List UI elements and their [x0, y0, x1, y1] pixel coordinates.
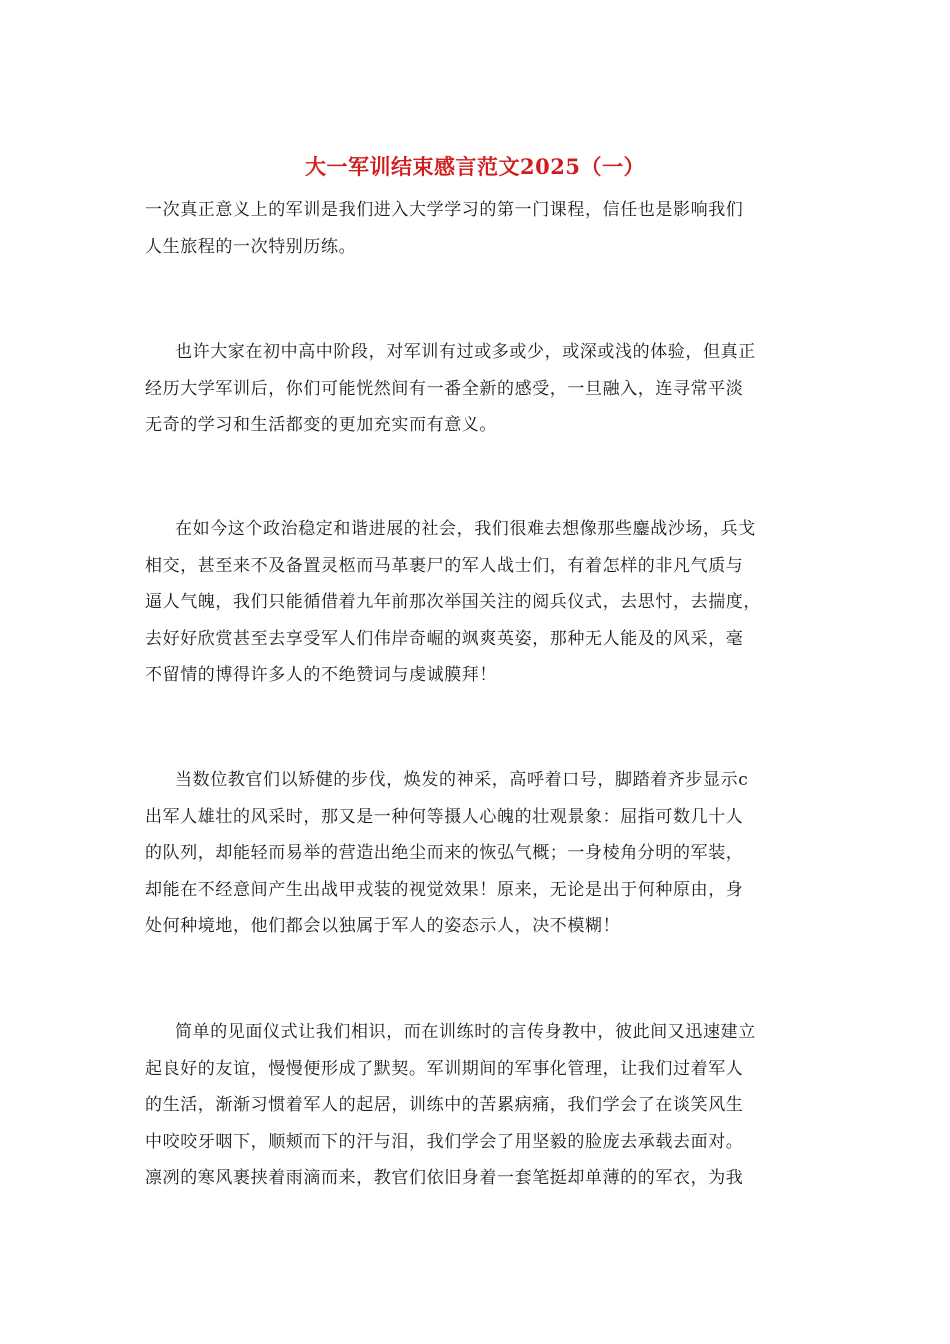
- paragraph-line: 起良好的友谊，慢慢便形成了默契。军训期间的军事化管理，让我们过着军人: [145, 1058, 744, 1079]
- paragraph-line: 不留情的博得许多人的不绝赞词与虔诚膜拜！: [145, 665, 497, 685]
- paragraph: [145, 762, 805, 945]
- document-title: 大一军训结束感言范文2025（一）: [305, 154, 645, 179]
- paragraph: [145, 511, 805, 694]
- paragraph: [145, 1014, 805, 1197]
- paragraph: [145, 192, 805, 265]
- paragraph-line: 一次真正意义上的军训是我们进入大学学习的第一门课程，信任也是影响我们: [145, 200, 744, 220]
- paragraph-line: 在如今这个政治稳定和谐进展的社会，我们很难去想像那些鏖战沙场，兵戈: [175, 519, 756, 539]
- paragraph-line: 人生旅程的一次特别历练。: [145, 236, 357, 257]
- paragraph-line: 却能在不经意间产生出战甲戎装的视觉效果！原来，无论是出于何种原由，身: [145, 879, 744, 900]
- paragraph-line: 出军人雄壮的风采时，那又是一种何等摄人心魄的壮观景象：屈指可数几十人: [145, 806, 744, 827]
- paragraph-line: 凛冽的寒风裹挟着雨滴而来，教官们依旧身着一套笔挺却单薄的的军衣，为我: [145, 1168, 744, 1188]
- paragraph-line: 无奇的学习和生活都变的更加充实而有意义。: [145, 415, 497, 435]
- paragraph-line: 简单的见面仪式让我们相识，而在训练时的言传身教中，彼此间又迅速建立: [175, 1022, 756, 1042]
- paragraph-line: 处何种境地，他们都会以独属于军人的姿态示人，决不模糊！: [145, 916, 621, 936]
- paragraph-line: 去好好欣赏甚至去享受军人们伟岸奇崛的飒爽英姿，那种无人能及的风采，毫: [145, 628, 744, 649]
- paragraph-line: 当数位教官们以矫健的步伐，焕发的神采，高呼着口号，脚踏着齐步显示c: [175, 770, 749, 790]
- paragraph-line: 经历大学军训后，你们可能恍然间有一番全新的感受，一旦融入，连寻常平淡: [145, 378, 744, 399]
- paragraph-line: 相交，甚至来不及备置灵柩而马革裹尸的军人战士们，有着怎样的非凡气质与: [145, 555, 744, 576]
- paragraph: [145, 334, 805, 444]
- paragraph-line: 中咬咬牙咽下，顺颊而下的汗与泪，我们学会了用坚毅的脸庞去承载去面对。: [145, 1131, 744, 1152]
- paragraph-line: 的队列，却能轻而易举的营造出绝尘而来的恢弘气概；一身棱角分明的军装，: [145, 843, 744, 863]
- paragraph-line: 逼人气魄，我们只能循借着九年前那次举国关注的阅兵仪式，去思忖，去揣度，: [145, 592, 761, 612]
- paragraph-line: 也许大家在初中高中阶段，对军训有过或多或少，或深或浅的体验，但真正: [175, 342, 756, 362]
- paragraph-line: 的生活，渐渐习惯着军人的起居，训练中的苦累病痛，我们学会了在谈笑风生: [145, 1095, 744, 1115]
